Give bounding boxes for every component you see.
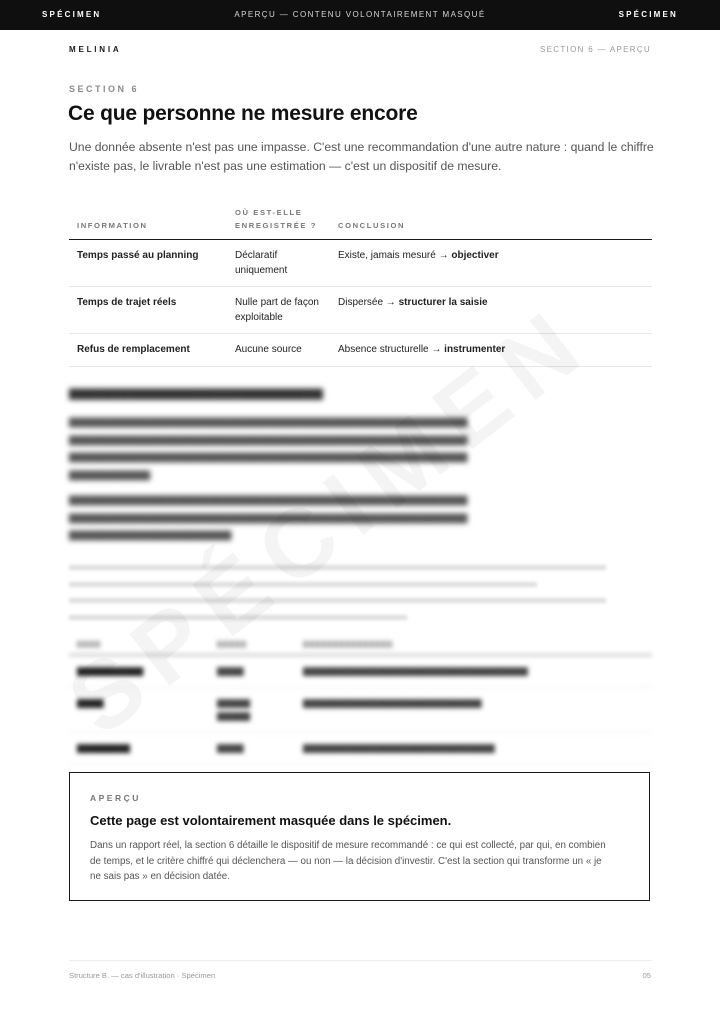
conclusion-action: structurer la saisie	[398, 297, 488, 308]
footer-caption: Structure B. — cas d'illustration · Spécimen	[69, 971, 216, 980]
masked-row: ▇▇▇▇▇▇▇▇ ▇▇▇▇ ▇▇▇▇▇▇▇▇▇▇▇▇▇▇▇▇▇▇▇▇▇▇▇▇▇▇▇▇▇	[69, 733, 652, 765]
masked-paragraph: ▇▇▇▇▇▇▇▇▇▇▇▇▇▇▇▇▇▇▇▇▇▇▇▇▇▇▇▇▇▇▇▇▇▇▇▇▇▇▇▇▇▇▇▇▇▇▇▇▇▇▇▇▇▇ ▇▇▇▇▇▇▇▇▇▇▇▇▇▇▇▇▇▇▇▇▇▇▇▇▇▇▇▇▇▇▇▇▇▇▇▇▇▇▇▇▇▇▇▇▇▇▇▇▇▇▇▇▇▇ ▇▇▇▇▇▇▇▇▇▇▇▇▇▇▇▇▇▇▇▇▇▇	[69, 495, 468, 541]
preview-notice-box	[69, 772, 650, 901]
cell-information: Temps passé au planning	[69, 240, 227, 287]
cell-information: Temps de trajet réels	[69, 287, 227, 334]
table-header-row	[69, 203, 652, 240]
notice-body: Dans un rapport réel, la section 6 détaille le dispositif de mesure recommandé : ce qui est collecté, par qui, en combien de temps, et le critère chiffré qui déclenchera — ou non — la décision d'investir. C'est la section qui transforme un « je ne sais pas » en décision datée.	[90, 840, 606, 882]
column-header-information: INFORMATION	[69, 203, 227, 240]
column-header-conclusion: CONCLUSION	[330, 203, 652, 240]
masked-table: ▇▇▇▇ ▇▇▇▇▇ ▇▇▇▇▇▇▇▇▇▇▇▇▇▇▇ ▇▇▇▇▇▇▇▇▇▇ ▇▇▇▇ ▇▇▇▇▇▇▇▇▇▇▇▇▇▇▇▇▇▇▇▇▇▇▇▇▇▇▇▇▇▇▇▇▇▇ ▇▇▇▇ ▇▇▇▇▇ ▇▇▇▇▇ ▇▇▇▇▇▇▇▇▇▇▇▇▇▇▇▇▇▇▇▇▇▇▇▇▇▇▇ ▇▇▇▇▇▇▇▇ ▇▇▇▇ ▇▇▇▇▇▇▇▇▇▇▇▇▇▇▇▇▇▇▇▇▇▇▇▇▇▇▇▇▇	[69, 640, 652, 765]
lead-paragraph: Une donnée absente n'est pas une impasse. C'est une recommandation d'une autre nature : quand le chiffre n'existe pas, le livrable n'est pas une estimation — c'est un dispositif de mesure.	[69, 140, 654, 173]
conclusion-action: objectiver	[451, 250, 499, 261]
page-title: Ce que personne ne mesure encore	[68, 102, 418, 125]
cell-where: Aucune source	[227, 334, 330, 367]
masked-row: ▇▇▇▇ ▇▇▇▇▇ ▇▇▇▇▇ ▇▇▇▇▇▇▇▇▇▇▇▇▇▇▇▇▇▇▇▇▇▇▇▇▇▇▇	[69, 688, 652, 733]
table-row	[69, 240, 652, 287]
banner-right-label: SPÉCIMEN	[618, 10, 678, 19]
banner-center-label: APERÇU — CONTENU VOLONTAIREMENT MASQUÉ	[234, 10, 486, 19]
conclusion-text: Existe, jamais mesuré →	[338, 250, 449, 261]
section-reference: SECTION 6 — APERÇU	[540, 45, 651, 54]
column-header-where: OÙ EST-ELLE ENREGISTRÉE ?	[227, 203, 330, 240]
masked-paragraph: ▇▇▇▇▇▇▇▇▇▇▇▇▇▇▇▇▇▇▇▇▇▇▇▇▇▇▇▇▇▇▇▇▇▇▇▇▇▇▇▇▇▇▇▇▇▇▇▇▇▇▇▇▇▇ ▇▇▇▇▇▇▇▇▇▇▇▇▇▇▇▇▇▇▇▇▇▇▇▇▇▇▇▇▇▇▇▇▇▇▇▇▇▇▇▇▇▇▇▇▇▇▇▇▇▇▇▇▇▇ ▇▇▇▇▇▇▇▇▇▇▇▇▇▇▇▇▇▇▇▇▇▇▇▇▇▇▇▇▇▇▇▇▇▇▇▇▇▇▇▇▇▇▇▇▇▇▇▇▇▇▇▇▇▇ ▇▇▇▇▇▇▇▇▇▇▇	[69, 417, 468, 481]
cell-information: Refus de remplacement	[69, 334, 227, 367]
brand-name: MELINIA	[69, 45, 122, 54]
cell-where: Déclaratif uniquement	[227, 240, 330, 287]
specimen-banner	[0, 0, 720, 30]
footer-divider	[69, 960, 652, 961]
section-eyebrow: SECTION 6	[69, 84, 140, 94]
page-number: 05	[642, 971, 651, 980]
cell-where: Nulle part de façon exploitable	[227, 287, 330, 334]
masked-row: ▇▇▇▇▇▇▇▇▇▇ ▇▇▇▇ ▇▇▇▇▇▇▇▇▇▇▇▇▇▇▇▇▇▇▇▇▇▇▇▇▇▇▇▇▇▇▇▇▇▇	[69, 655, 652, 688]
notice-eyebrow: APERÇU	[90, 793, 141, 803]
conclusion-text: Dispersée →	[338, 297, 396, 308]
banner-left-label: SPÉCIMEN	[42, 10, 102, 19]
conclusion-text: Absence structurelle →	[338, 344, 442, 355]
cell-conclusion	[330, 240, 652, 287]
masked-heading: ▇▇▇▇▇▇▇▇▇▇▇▇▇▇▇▇▇▇▇▇▇▇▇▇▇▇▇▇▇▇	[69, 388, 323, 400]
notice-title: Cette page est volontairement masquée dans le spécimen.	[90, 813, 452, 828]
conclusion-action: instrumenter	[444, 344, 506, 355]
